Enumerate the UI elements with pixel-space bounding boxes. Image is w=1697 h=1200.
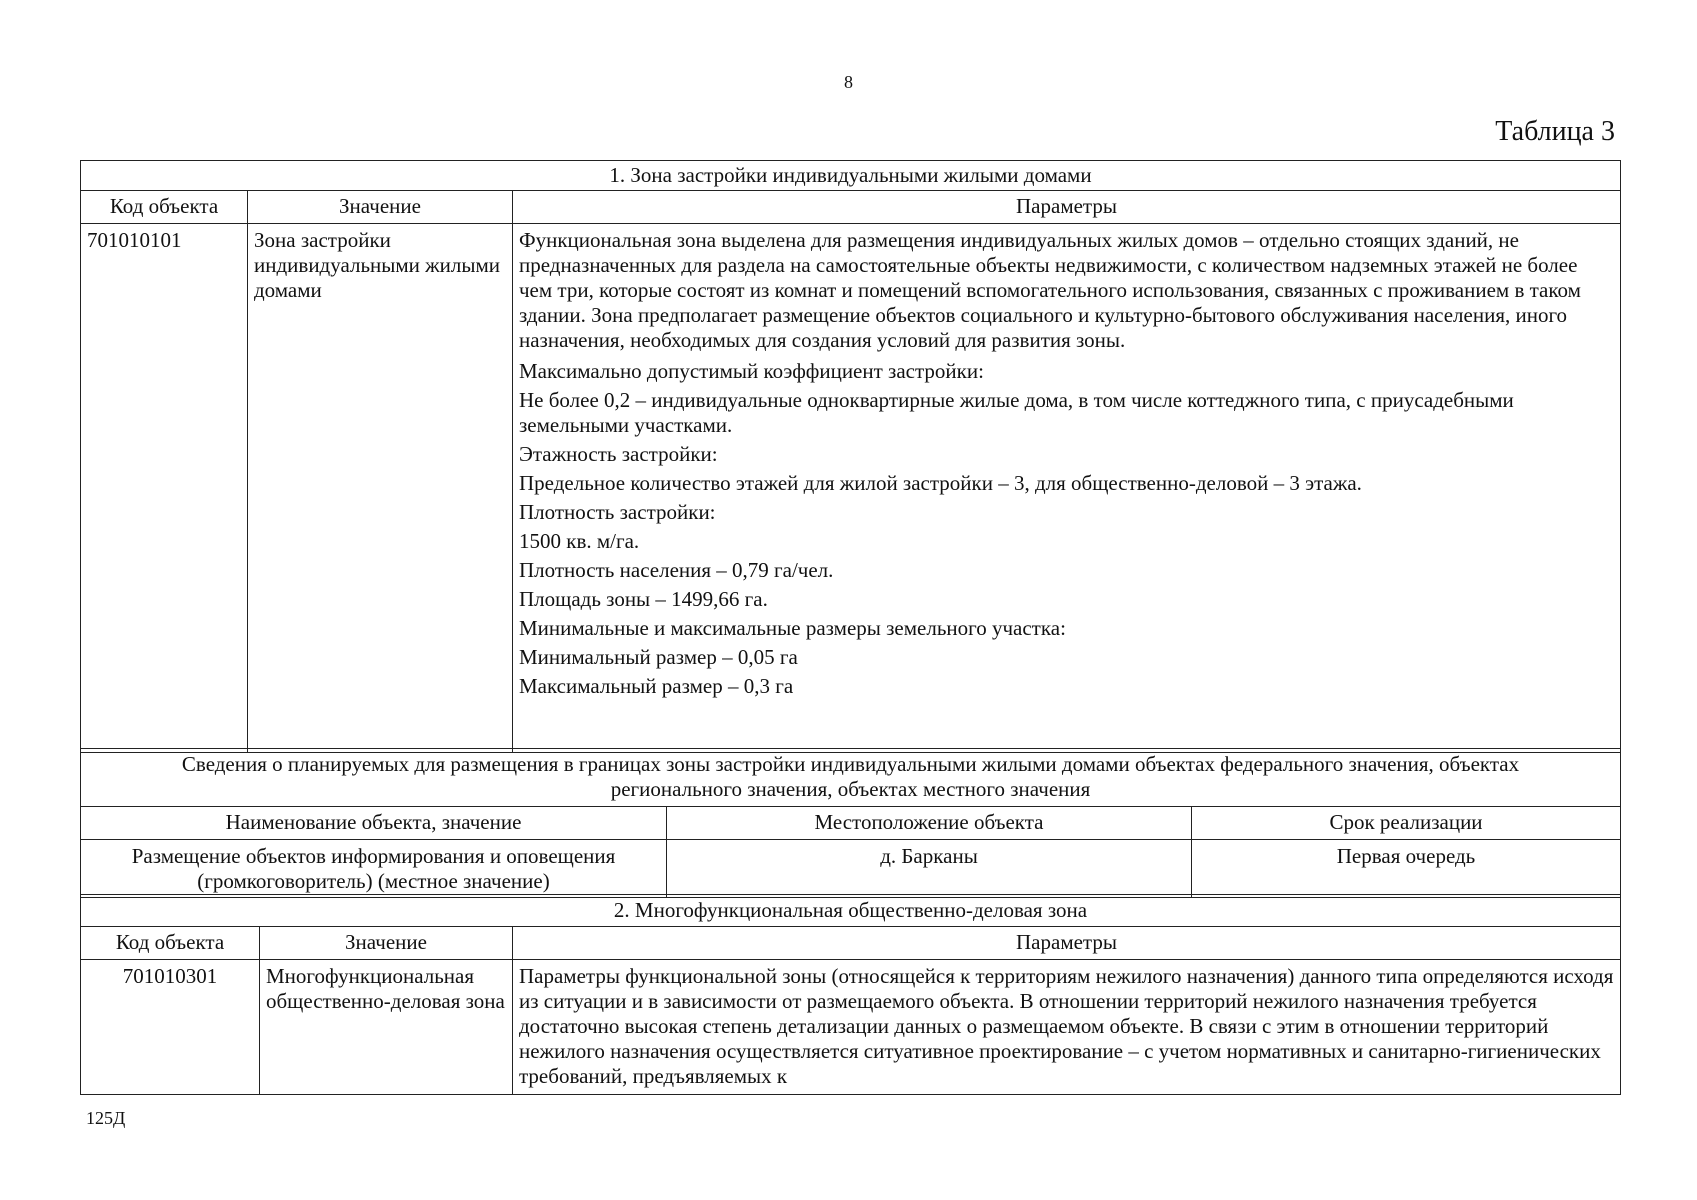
- zone1-code: 701010101: [87, 228, 182, 252]
- zone2-title-row: [81, 894, 1620, 926]
- zone1-block: [80, 160, 1621, 753]
- zone1-param-description: Функциональная зона выделена для размещения индивидуальных жилых домов – отдельно стоящих зданий, не предназначенных для раздела на самостоятельные объекты недвижимости, с количеством надземных этажей не более чем три, которые состоят из комнат и помещений вспомогательного использования, связанных с проживанием в таком здании. Зона предполагает размещение объектов социального и культурно-бытового обслуживания населения, иного назначения, необходимых для создания условий для развития зоны.: [519, 228, 1581, 352]
- zone1-param-line: Предельное количество этажей для жилой застройки – 3, для общественно-деловой – 3 этажа.: [519, 471, 1362, 495]
- header-object-name: Наименование объекта, значение: [225, 810, 522, 834]
- zone1-param-line: Максимально допустимый коэффициент застройки:: [519, 359, 984, 383]
- zone2-params: Параметры функциональной зоны (относящейся к территориям нежилого назначения) данного типа определяются исходя из ситуации и в зависимости от размещаемого объекта. В отношении территорий нежилого назначения требуется достаточно высокая степень детализации данных о размещаемом объекте. В связи с этим в отношении территорий нежилого назначения осуществляется ситуативное проектирование – с учетом нормативных и санитарно-гигиенических требований, предъявляемых к: [512, 960, 1620, 1094]
- objects-header-row: [81, 806, 1620, 839]
- objects-data-row: [81, 839, 1620, 897]
- zone1-param-line: 1500 кв. м/га.: [519, 529, 640, 553]
- zone2-block: [80, 894, 1621, 1095]
- zone1-param-line: Плотность населения – 0,79 га/чел.: [519, 558, 834, 582]
- page-number: 8: [844, 72, 853, 92]
- zone1-param-line: Максимальный размер – 0,3 га: [519, 674, 794, 698]
- header-code: Код объекта: [109, 194, 219, 218]
- table-caption: Таблица 3: [1495, 116, 1615, 147]
- object-location: д. Барканы: [666, 840, 1191, 897]
- zone2-value: Многофункциональная общественно-деловая зона: [259, 960, 512, 1094]
- objects-title-row: [81, 748, 1620, 806]
- header-object-term: Срок реализации: [1191, 807, 1620, 839]
- zone2-data-row: [81, 959, 1620, 1094]
- header-params: Параметры: [512, 191, 1620, 223]
- zone1-title: 1. Зона застройки индивидуальными жилыми домами: [609, 163, 1092, 187]
- zone1-data-row: [81, 223, 1620, 752]
- zone1-param-line: Площадь зоны – 1499,66 га.: [519, 587, 768, 611]
- zone1-param-line: Минимальный размер – 0,05 га: [519, 645, 798, 669]
- header-value: Значение: [247, 191, 512, 223]
- header-params: Параметры: [512, 927, 1620, 959]
- header-object-location: Местоположение объекта: [666, 807, 1191, 839]
- zone1-value: Зона застройки индивидуальными жилыми домами: [247, 224, 512, 752]
- objects-block: [80, 748, 1621, 898]
- zone1-param-line: Минимальные и максимальные размеры земельного участка:: [519, 616, 1066, 640]
- zone1-param-line: Этажность застройки:: [519, 442, 718, 466]
- objects-title: Сведения о планируемых для размещения в границах зоны застройки индивидуальными жилыми домами объектах федерального значения, объектах регионального значения, объектах местного значения: [181, 752, 1520, 801]
- footer-code: 125Д: [86, 1108, 126, 1128]
- header-code: Код объекта: [115, 930, 225, 954]
- zone1-param-line: Не более 0,2 – индивидуальные одноквартирные жилые дома, в том числе коттеджного типа, с приусадебными земельными участками.: [519, 388, 1514, 437]
- zone2-header-row: [81, 926, 1620, 959]
- header-value: Значение: [259, 927, 512, 959]
- zone1-header-row: [81, 190, 1620, 223]
- object-name: Размещение объектов информирования и оповещения (громкоговоритель) (местное значение): [131, 844, 616, 893]
- zone1-param-line: Плотность застройки:: [519, 500, 716, 524]
- zone2-code: 701010301: [122, 964, 218, 988]
- zone1-params: [512, 224, 1620, 752]
- zone2-title: 2. Многофункциональная общественно-деловая зона: [613, 898, 1088, 922]
- object-term: Первая очередь: [1191, 840, 1620, 897]
